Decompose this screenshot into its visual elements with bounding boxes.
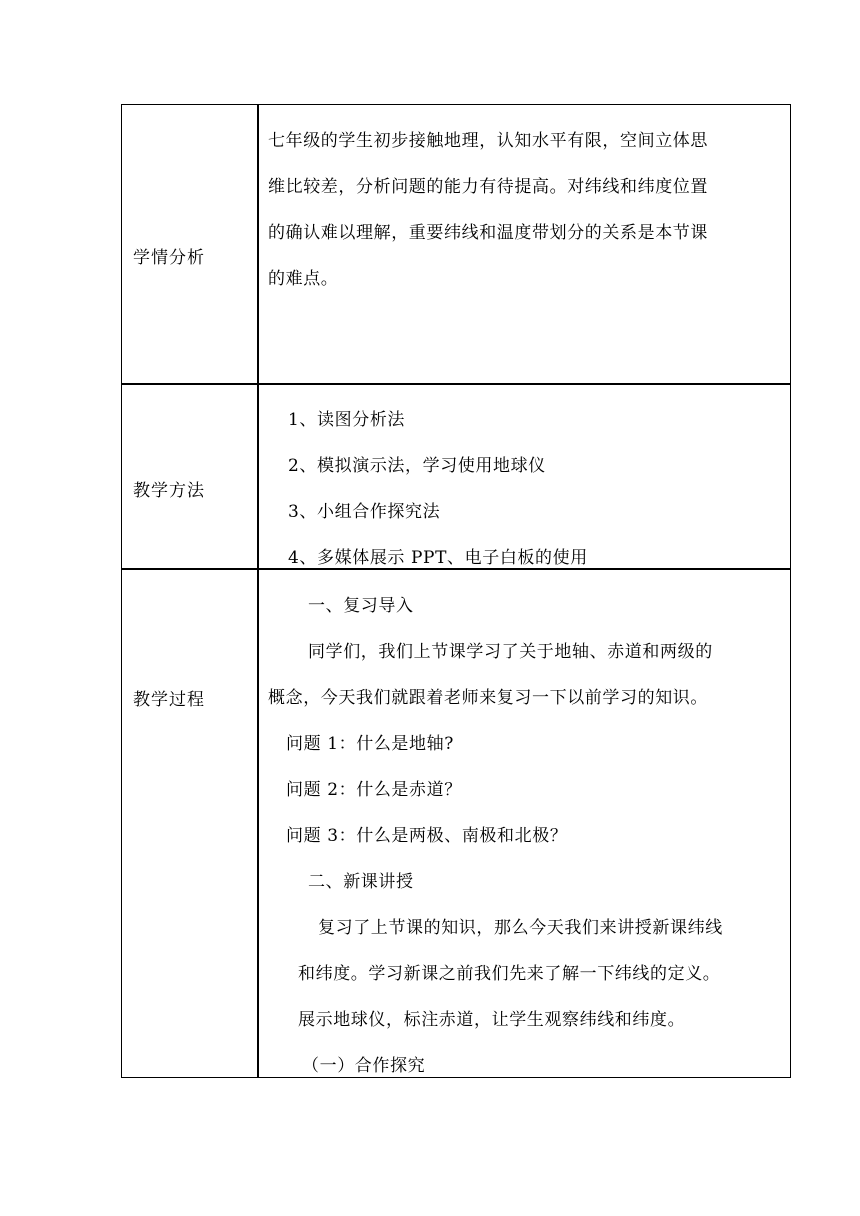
teaching-method-item: 4、多媒体展示 PPT、电子白板的使用 [288, 548, 588, 568]
student-analysis-line: 维比较差，分析问题的能力有待提高。对纬线和纬度位置 [268, 177, 708, 197]
row-label-teaching-process: 教学过程 [133, 690, 205, 710]
section-heading: 二、新课讲授 [308, 872, 414, 892]
row-divider [122, 383, 790, 385]
row-label-teaching-methods: 教学方法 [133, 481, 205, 501]
question-item: 问题 3：什么是两极、南极和北极？ [286, 826, 568, 846]
row-label-student-analysis: 学情分析 [133, 248, 205, 268]
process-paragraph-line: 概念，今天我们就跟着老师来复习一下以前学习的知识。 [268, 688, 708, 708]
row-divider [122, 568, 790, 570]
student-analysis-line: 七年级的学生初步接触地理，认知水平有限，空间立体思 [268, 131, 708, 151]
lesson-plan-table [121, 104, 791, 1078]
student-analysis-line: 的确认难以理解，重要纬线和温度带划分的关系是本节课 [268, 223, 708, 243]
process-paragraph-line: 展示地球仪，标注赤道，让学生观察纬线和纬度。 [298, 1010, 686, 1030]
process-paragraph-line: 和纬度。学习新课之前我们先来了解一下纬线的定义。 [298, 964, 721, 984]
question-item: 问题 2：什么是赤道？ [286, 780, 462, 800]
subsection-heading: （一）合作探究 [302, 1056, 426, 1076]
student-analysis-line: 的难点。 [268, 269, 339, 289]
column-divider [257, 105, 259, 1077]
process-paragraph-line: 复习了上节课的知识，那么今天我们来讲授新课纬线 [318, 918, 723, 938]
process-paragraph-line: 同学们，我们上节课学习了关于地轴、赤道和两级的 [308, 642, 713, 662]
teaching-method-item: 2、模拟演示法，学习使用地球仪 [288, 456, 546, 476]
question-item: 问题 1：什么是地轴? [286, 734, 454, 754]
teaching-method-item: 3、小组合作探究法 [288, 502, 441, 522]
section-heading: 一、复习导入 [308, 596, 414, 616]
teaching-method-item: 1、读图分析法 [288, 410, 406, 430]
